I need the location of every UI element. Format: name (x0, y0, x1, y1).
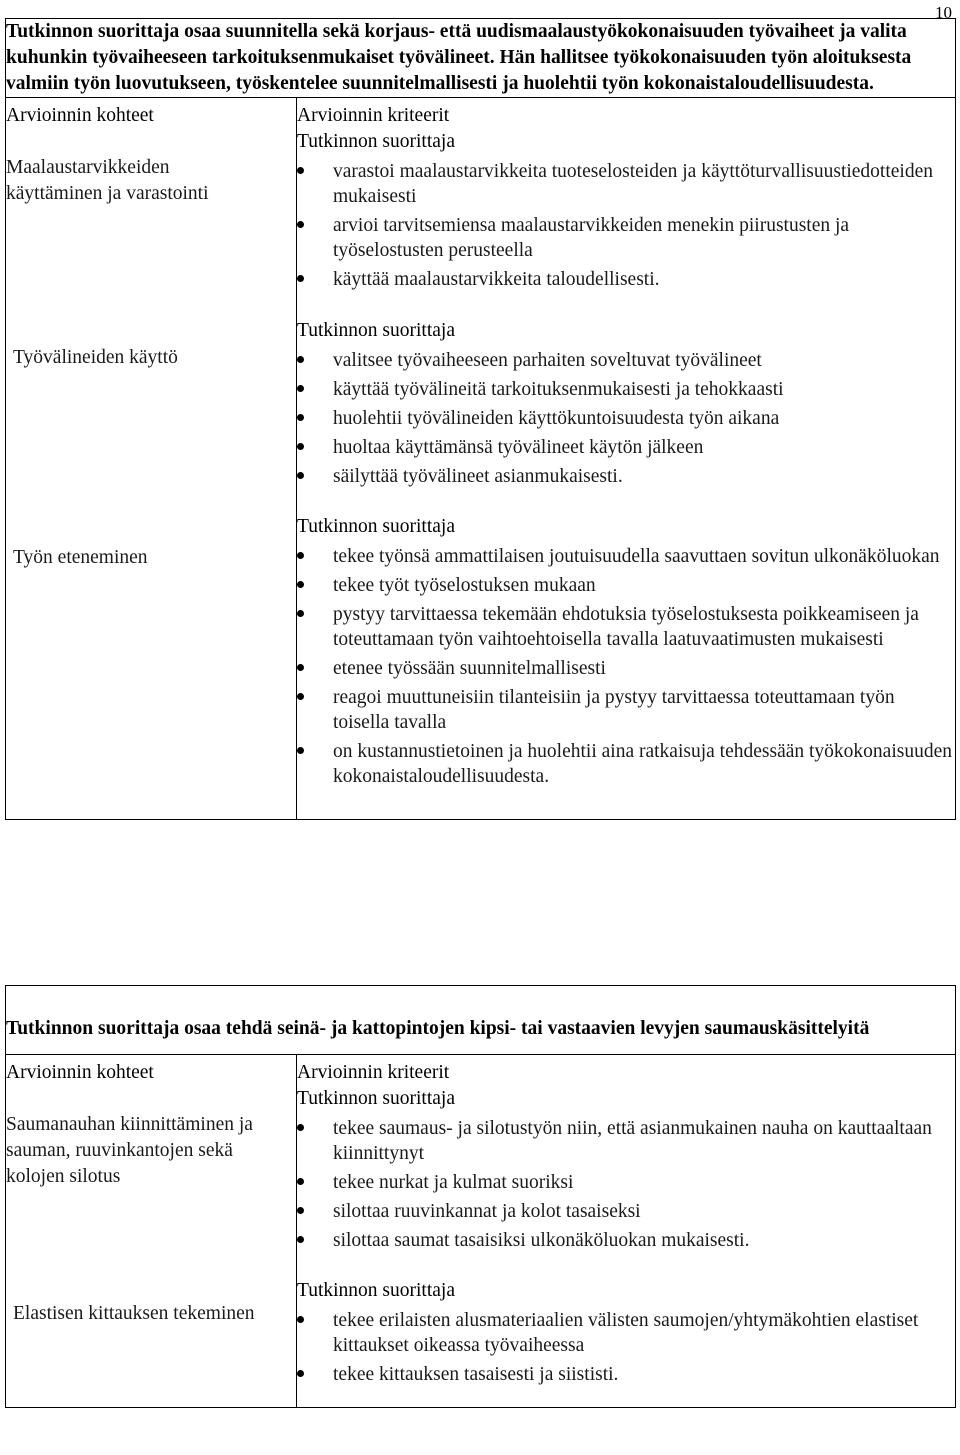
criteria-item: silottaa ruuvinkannat ja kolot tasaiseksi (297, 1199, 955, 1224)
criteria-item: tekee työnsä ammattilaisen joutuisuudella saavuttaen sovitun ulkonäköluokan (297, 544, 955, 569)
criteria-item: käyttää maalaustarvikkeita taloudellisesti. (297, 267, 955, 292)
bullet-icon (297, 1316, 304, 1323)
section-heading: Tutkinnon suorittaja osaa tehdä seinä- ja kattopintojen kipsi- tai vastaavien levyjen saumauskäsittelyitä (6, 1018, 870, 1039)
criteria-item: reagoi muuttuneisiin tilanteisiin ja pystyy tarvittaessa toteuttamaan työn toisella tavalla (297, 685, 955, 735)
assessment-target: Maalaustarvikkeiden käyttäminen ja varastointi (6, 157, 209, 204)
criteria-item: on kustannustietoinen ja huolehtii aina ratkaisuja tehdessään työkokonaisuuden kokonaistaloudellisuudesta. (297, 739, 955, 789)
bullet-icon (297, 443, 304, 450)
criteria-group (297, 1086, 955, 1253)
criteria-subject: Tutkinnon suorittaja (297, 1280, 455, 1301)
assessment-targets-column (6, 1055, 297, 1408)
criteria-item: valitsee työvaiheeseen parhaiten soveltuvat työvälineet (297, 348, 955, 373)
page-number: 10 (935, 3, 952, 22)
criteria-subject: Tutkinnon suorittaja (297, 320, 455, 341)
criteria-list (297, 1116, 955, 1253)
criteria-subject: Tutkinnon suorittaja (297, 1088, 455, 1109)
criteria-header: Arvioinnin kriteerit (297, 105, 450, 126)
criteria-item: säilyttää työvälineet asianmukaisesti. (297, 464, 955, 489)
criteria-item: huoltaa käyttämänsä työvälineet käytön jälkeen (297, 435, 955, 460)
bullet-icon (297, 552, 304, 559)
bullet-icon (297, 414, 304, 421)
bullet-icon (297, 1207, 304, 1214)
assessment-table-2 (5, 985, 956, 1408)
criteria-item: tekee saumaus- ja silotustyön niin, että asianmukainen nauha on kauttaaltaan kiinnittynyt (297, 1116, 955, 1166)
criteria-item: tekee nurkat ja kulmat suoriksi (297, 1170, 955, 1195)
criteria-header: Arvioinnin kriteerit (297, 1062, 450, 1083)
bullet-icon (297, 664, 304, 671)
bullet-icon (297, 1178, 304, 1185)
bullet-icon (297, 356, 304, 363)
criteria-list (297, 348, 955, 489)
bullet-icon (297, 1124, 304, 1131)
criteria-subject: Tutkinnon suorittaja (297, 516, 455, 537)
criteria-list (297, 159, 955, 292)
assessment-targets-column (6, 98, 297, 820)
section-heading-cell (6, 986, 956, 1055)
bullet-icon (297, 167, 304, 174)
criteria-item: arvioi tarvitsemiensa maalaustarvikkeiden menekin piirustusten ja työselostusten perusteella (297, 213, 955, 263)
assessment-target: Työn eteneminen (13, 547, 148, 568)
assessment-target: Elastisen kittauksen tekeminen (13, 1303, 255, 1324)
assessment-criteria-column (297, 98, 956, 820)
targets-header: Arvioinnin kohteet (6, 1062, 154, 1083)
criteria-group (297, 1278, 955, 1387)
criteria-subject: Tutkinnon suorittaja (297, 131, 455, 152)
bullet-icon (297, 747, 304, 754)
criteria-item: silottaa saumat tasaisiksi ulkonäköluokan mukaisesti. (297, 1228, 955, 1253)
criteria-group (297, 129, 955, 292)
bullet-icon (297, 221, 304, 228)
bullet-icon (297, 275, 304, 282)
bullet-icon (297, 472, 304, 479)
criteria-item: tekee työt työselostuksen mukaan (297, 573, 955, 598)
criteria-item: tekee erilaisten alusmateriaalien välisten saumojen/yhtymäkohtien elastiset kittaukset oikeassa työvaiheessa (297, 1308, 955, 1358)
assessment-target: Saumanauhan kiinnittäminen ja sauman, ruuvinkantojen sekä kolojen silotus (6, 1114, 253, 1187)
criteria-group (297, 318, 955, 489)
criteria-item: varastoi maalaustarvikkeita tuoteselosteiden ja käyttöturvallisuustiedotteiden mukaisesti (297, 159, 955, 209)
bullet-icon (297, 581, 304, 588)
section-heading: Tutkinnon suorittaja osaa suunnitella sekä korjaus- että uudismaalaustyökokonaisuuden työvaiheet ja valita kuhunkin työvaiheeseen tarkoituksenmukaiset työvälineet. Hän hallitsee työkokonaisuuden työn aloituksesta valmiin työn luovutukseen, työskentelee suunnitelmallisesti ja huolehtii työn kokonaistaloudellisuudesta. (6, 21, 912, 94)
criteria-item: tekee kittauksen tasaisesti ja siististi. (297, 1362, 955, 1387)
criteria-item: pystyy tarvittaessa tekemään ehdotuksia työselostuksesta poikkeamiseen ja toteuttamaan työn vaihtoehtoisella tavalla laatuvaatimusten mukaisesti (297, 602, 955, 652)
assessment-target: Työvälineiden käyttö (13, 347, 178, 368)
criteria-item: etenee työssään suunnitelmallisesti (297, 656, 955, 681)
criteria-item: käyttää työvälineitä tarkoituksenmukaisesti ja tehokkaasti (297, 377, 955, 402)
targets-header: Arvioinnin kohteet (6, 105, 154, 126)
section-heading-cell (6, 19, 956, 98)
bullet-icon (297, 610, 304, 617)
assessment-table-1 (5, 18, 956, 820)
assessment-criteria-column (297, 1055, 956, 1408)
criteria-group (297, 514, 955, 789)
criteria-list (297, 544, 955, 789)
criteria-list (297, 1308, 955, 1387)
bullet-icon (297, 385, 304, 392)
bullet-icon (297, 693, 304, 700)
bullet-icon (297, 1236, 304, 1243)
bullet-icon (297, 1370, 304, 1377)
criteria-item: huolehtii työvälineiden käyttökuntoisuudesta työn aikana (297, 406, 955, 431)
